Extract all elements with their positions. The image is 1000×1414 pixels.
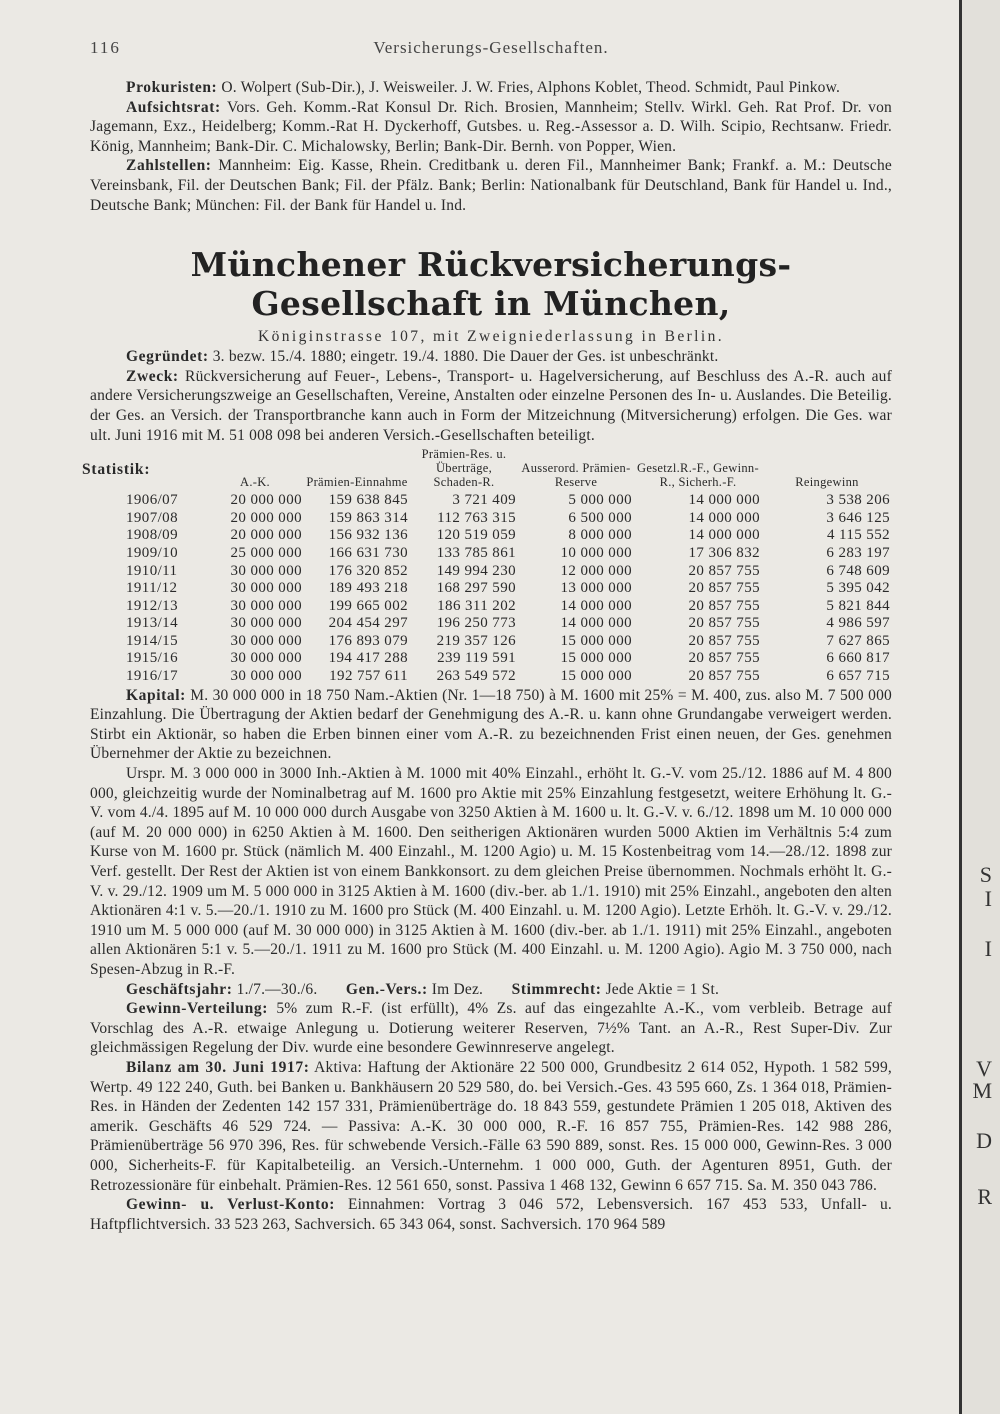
value-cell: 199 665 002 xyxy=(328,597,408,614)
col-header: A.-K. xyxy=(240,475,270,490)
value-cell: 25 000 000 xyxy=(230,544,302,561)
value-cell: 20 857 755 xyxy=(688,562,760,579)
value-cell: 6 283 197 xyxy=(826,544,890,561)
zweck-para xyxy=(90,367,892,445)
statistik-block xyxy=(82,447,892,686)
value-cell: 3 538 206 xyxy=(826,492,890,509)
col-header: Prämien-Res. u. Überträge, Schaden-R. xyxy=(421,447,507,490)
zweck-text: Rückversicherung auf Feuer-, Lebens-, Transport- u. Hagelversicherung, auf Beschluss des A.-R. auch auf andere Versicherungszweige an Gesellschaften, Vereine, Anstalten oder einzelne Personen des In- u. Auslandes. Die Beteilig. der Ges. an Versich. der Transportbranche kann auch in Form der Mitzeichnung (Mitversicherung) erfolgen. Die Ges. war ult. Juni 1916 mit M. 51 008 098 bei anderen Versich.-Gesellschaften beteiligt. xyxy=(90,367,892,444)
value-cell: 194 417 288 xyxy=(328,650,408,667)
stimmrecht-value: Jede Aktie = 1 St. xyxy=(605,980,720,998)
value-cell: 6 748 609 xyxy=(826,562,890,579)
year-cell: 1906/07 xyxy=(126,492,178,509)
table-row xyxy=(90,492,892,510)
year-cell: 1908/09 xyxy=(126,527,178,544)
value-cell: 20 857 755 xyxy=(688,668,760,685)
value-cell: 15 000 000 xyxy=(560,668,632,685)
zahlstellen-para xyxy=(90,156,892,215)
company-address: Königinstrasse 107, mit Zweigniederlassung in Berlin. xyxy=(258,328,724,346)
value-cell: 166 631 730 xyxy=(328,544,408,561)
running-title: Versicherungs-Gesellschaften. xyxy=(373,38,609,57)
gewinn-verteilung-label: Gewinn-Verteilung: xyxy=(126,1000,268,1018)
geschaeftsjahr-value: 1./7.—30./6. xyxy=(236,980,318,998)
value-cell: 13 000 000 xyxy=(560,580,632,597)
prokuristen-label: Prokuristen: xyxy=(126,79,218,96)
value-cell: 20 857 755 xyxy=(688,632,760,649)
value-cell: 176 893 079 xyxy=(328,632,408,649)
prokuristen-para xyxy=(90,78,892,98)
value-cell: 6 657 715 xyxy=(826,668,890,685)
table-row xyxy=(90,527,892,545)
value-cell: 176 320 852 xyxy=(328,562,408,579)
value-cell: 8 000 000 xyxy=(568,527,632,544)
value-cell: 168 297 590 xyxy=(436,580,516,597)
value-cell: 14 000 000 xyxy=(688,527,760,544)
value-cell: 14 000 000 xyxy=(560,597,632,614)
value-cell: 20 000 000 xyxy=(230,492,302,509)
value-cell: 14 000 000 xyxy=(688,509,760,526)
table-row xyxy=(90,598,892,616)
year-cell: 1913/14 xyxy=(126,615,178,632)
kapital-para xyxy=(90,686,892,764)
kapital-text: M. 30 000 000 in 18 750 Nam.-Aktien (Nr. 1—18 750) à M. 1600 mit 25% = M. 400, zus. also M. 7 500 000 Einzahlung. Die Übertragung der Aktien bedarf der Genehmigung des A.-R. u. kann ohne Grundangabe verweigert werden. Stirbt ein Aktionär, so haben die Erben binnen einer vom A.-R. zu bezeichnenden Frist einen neuen, der Ges. genehmen Übernehmer der Aktie zu bezeichnen. xyxy=(90,686,892,763)
text-column xyxy=(82,30,893,1234)
value-cell: 159 638 845 xyxy=(328,492,408,509)
table-row xyxy=(90,510,892,528)
value-cell: 263 549 572 xyxy=(436,668,516,685)
table-row xyxy=(90,668,892,686)
col-header: Ausserord. Prämien-Reserve xyxy=(521,461,631,490)
year-cell: 1907/08 xyxy=(126,509,178,526)
page-number: 116 xyxy=(90,38,121,57)
geschaeftsjahr-label: Geschäftsjahr: xyxy=(126,980,233,998)
table-row xyxy=(90,650,892,668)
genvers-label: Gen.-Vers.: xyxy=(345,980,428,998)
value-cell: 133 785 861 xyxy=(436,544,516,561)
value-cell: 30 000 000 xyxy=(230,650,302,667)
value-cell: 5 000 000 xyxy=(568,492,632,509)
value-cell: 3 646 125 xyxy=(826,509,890,526)
value-cell: 30 000 000 xyxy=(230,580,302,597)
year-cell: 1916/17 xyxy=(126,668,178,685)
value-cell: 30 000 000 xyxy=(230,668,302,685)
value-cell: 159 863 314 xyxy=(328,509,408,526)
value-cell: 196 250 773 xyxy=(436,615,516,632)
margin-letter: I xyxy=(984,886,992,911)
value-cell: 17 306 832 xyxy=(688,544,760,561)
margin-letter: M xyxy=(972,1078,992,1103)
statistik-table xyxy=(90,447,892,686)
table-row xyxy=(90,615,892,633)
gegruendet-text: 3. bezw. 15./4. 1880; eingetr. 19./4. 1880. Die Dauer der Ges. ist unbeschränkt. xyxy=(212,348,719,366)
value-cell: 10 000 000 xyxy=(560,544,632,561)
value-cell: 20 000 000 xyxy=(230,509,302,526)
genvers-value: Im Dez. xyxy=(431,980,484,998)
zahlstellen-label: Zahlstellen: xyxy=(126,157,212,175)
value-cell: 219 357 126 xyxy=(436,632,516,649)
value-cell: 4 986 597 xyxy=(826,615,890,632)
aufsichtsrat-para xyxy=(90,98,892,157)
kapital-history-para: Urspr. M. 3 000 000 in 3000 Inh.-Aktien à M. 1000 mit 40% Einzahl., erhöht lt. G.-V. vom 25./12. 1886 auf M. 4 800 000, gleichzeitig wurde der Nominalbetrag auf M. 1600 pro Aktie mit 25% Einzahlung festgesetzt, weitere Erhöhung lt. G.-V. vom 4./4. 1895 auf M. 10 000 000 durch Ausgabe von 3250 Aktien à M. 1600 u. lt. G.-V. v. 6./12. 1898 um M. 10 000 000 (auf M. 20 000 000) in 6250 Aktien à M. 1600. Den seitherigen Aktionären wurden 5000 Aktien im Verhältnis 5:4 zum Kurse von M. 1600 pr. Stück (nämlich M. 400 Einzahl., M. 1200 Agio) u. M. 15 Kostenbeitrag vom 14.—28./12. 1898 zur Verf. gestellt. Der Rest der Aktien ist von einem Bankkonsort. zu dem gleichen Preise übernommen. Nochmals erhöht lt. G.-V. v. 29./12. 1909 um M. 5 000 000 in 3125 Aktien à M. 1600 (div.-ber. ab 1./1. 1910) mit 25% Einzahl., angeboten den alten Aktionären 4:1 v. 5.—20./1. 1910 zu M. 1600 pro Stück (M. 400 Einzahl. u. M. 1200 Agio). Letzte Erhöh. lt. G.-V. v. 29./12. 1910 um M. 5 000 000 (auf M. 30 000 000) in 3125 Aktien à M. 1600 (div.-ber. ab 1./1. 1911) mit 25% Einzahl., angeboten allen Aktionären 5:1 v. 5.—20./1. 1911 zu M. 1600 pro Stück (M. 400 Einzahl. u. M. 1200 Agio). Agio M. 3 750 000, nach Spesen-Abzug in R.-F. xyxy=(90,765,892,978)
value-cell: 120 519 059 xyxy=(436,527,516,544)
table-row xyxy=(90,580,892,598)
prokuristen-text: O. Wolpert (Sub-Dir.), J. Weisweiler. J. W. Fries, Alphons Koblet, Theod. Schmidt, Paul Pinkow. xyxy=(221,79,841,96)
company-title: Münchener Rückversicherungs-Gesellschaft in München, xyxy=(190,245,792,324)
statistik-rows xyxy=(90,492,892,686)
value-cell: 156 932 136 xyxy=(328,527,408,544)
margin-letter: D xyxy=(976,1128,992,1153)
value-cell: 112 763 315 xyxy=(437,509,516,526)
value-cell: 186 311 202 xyxy=(437,597,516,614)
value-cell: 15 000 000 xyxy=(560,632,632,649)
margin-letter: V xyxy=(976,1056,992,1081)
zweck-label: Zweck: xyxy=(126,367,179,385)
gewinn-verlust-text: Einnahmen: Vortrag 3 046 572, Lebensversich. 167 453 533, Unfall- u. Haftpflichtversich. 33 523 263, Sachversich. 65 343 064, sonst. Sachversich. 170 964 589 xyxy=(90,1196,893,1233)
gewinn-verlust-para xyxy=(90,1195,892,1234)
value-cell: 20 857 755 xyxy=(688,597,760,614)
value-cell: 14 000 000 xyxy=(560,615,632,632)
bilanz-label: Bilanz am 30. Juni 1917: xyxy=(126,1058,310,1076)
value-cell: 20 000 000 xyxy=(230,527,302,544)
value-cell: 5 395 042 xyxy=(826,580,890,597)
value-cell: 20 857 755 xyxy=(688,615,760,632)
value-cell: 4 115 552 xyxy=(826,527,890,544)
year-cell: 1914/15 xyxy=(126,632,178,649)
value-cell: 30 000 000 xyxy=(230,562,302,579)
value-cell: 20 857 755 xyxy=(688,580,760,597)
value-cell: 6 660 817 xyxy=(826,650,890,667)
year-cell: 1915/16 xyxy=(126,650,178,667)
year-cell: 1910/11 xyxy=(126,562,178,579)
value-cell: 204 454 297 xyxy=(328,615,408,632)
value-cell: 5 821 844 xyxy=(826,597,890,614)
table-row xyxy=(90,563,892,581)
margin-letter: I xyxy=(984,936,992,961)
gewinn-verlust-label: Gewinn- u. Verlust-Konto: xyxy=(126,1196,335,1214)
gegruendet-para xyxy=(90,347,892,367)
value-cell: 6 500 000 xyxy=(568,509,632,526)
zahlstellen-text: Mannheim: Eig. Kasse, Rhein. Creditbank u. deren Fil., Mannheimer Bank; Frankf. a. M.: Deutsche Vereinsbank, Fil. der Deutschen Bank; Fil. der Pfälz. Bank; Berlin: Nationalbank für Deutschland, Bank für Handel u. Ind., Deutsche Bank; München: Fil. der Bank für Handel u. Ind. xyxy=(90,157,893,214)
adjacent-page-edge xyxy=(959,0,1000,1414)
running-head xyxy=(90,30,892,60)
value-cell: 7 627 865 xyxy=(826,632,890,649)
year-cell: 1911/12 xyxy=(126,580,178,597)
value-cell: 30 000 000 xyxy=(230,632,302,649)
margin-letter: R xyxy=(977,1184,992,1209)
value-cell: 15 000 000 xyxy=(560,650,632,667)
col-header: Prämien-Einnahme xyxy=(306,475,408,490)
table-header-row xyxy=(90,447,892,492)
bilanz-text: Aktiva: Haftung der Aktionäre 22 500 000, Grundbesitz 2 614 052, Hypoth. 1 582 599, Wertp. 49 122 240, Guth. bei Banken u. Bankhäusern 20 529 580, do. bei Versich.-Ges. 43 595 660, Zs. 1 364 018, Prämien-Res. in Händen der Zedenten 142 157 331, Prämienüberträge do. 18 843 559, gestundete Prämien 1 205 018, Aktiven des amerik. Geschäfts 46 529 724. — Passiva: A.-K. 30 000 000, R.-F. 16 857 755, Prämien-Res. 142 988 286, Prämienüberträge 56 970 396, Res. für schwebende Versich.-Fälle 63 590 889, sonst. Res. 15 000 000, Gewinn-Res. 3 000 000, Sicherheits-F. für Kapitalbeteilig. an Versich.-Unternehm. 1 000 000, Guth. der Agenturen 8951, Guth. der Retrozessionäre für einbehalt. Prämien-Res. 12 561 650, sonst. Passiva 1 468 132, Gewinn 6 657 715. Sa. M. 350 043 786. xyxy=(90,1058,892,1194)
value-cell: 30 000 000 xyxy=(230,615,302,632)
aufsichtsrat-label: Aufsichtsrat: xyxy=(126,98,221,116)
year-cell: 1912/13 xyxy=(126,597,178,614)
col-header: Gesetzl.R.-F., Gewinn-R., Sicherh.-F. xyxy=(637,461,759,490)
aufsichtsrat-text: Vors. Geh. Komm.-Rat Konsul Dr. Rich. Brosien, Mannheim; Stellv. Wirkl. Geh. Rat Prof. Dr. von Jagemann, Exz., Heidelberg; Komm.-Rat H. Dyckerhoff, Gutsbes. u. Reg.-Assessor a. D. Wilh. Scipio, Rechtsanw. Friedr. König, Mannheim; Bank-Dir. C. Michalowsky, Berlin; Bank-Dir. Bernh. von Popper, Wien. xyxy=(90,98,892,155)
table-row xyxy=(90,545,892,563)
table-row xyxy=(90,633,892,651)
col-header: Reingewinn xyxy=(795,475,859,490)
gewinn-verteilung-text: 5% zum R.-F. (ist erfüllt), 4% Zs. auf das eingezahlte A.-K., vom verbleib. Betrage auf Vorschlag des A.-R. etwaige Anlegung u. Dotierung weiterer Reserven, 7½% Tant. an A.-R., Rest Super-Div. Zur gleichmässigen Regelung der Div. wurde eine besondere Gewinnreserve angelegt. xyxy=(90,1000,892,1057)
value-cell: 192 757 611 xyxy=(329,668,408,685)
value-cell: 30 000 000 xyxy=(230,597,302,614)
value-cell: 12 000 000 xyxy=(560,562,632,579)
value-cell: 14 000 000 xyxy=(688,492,760,509)
value-cell: 239 119 591 xyxy=(437,650,516,667)
year-cell: 1909/10 xyxy=(126,544,178,561)
kapital-label: Kapital: xyxy=(126,686,186,704)
value-cell: 189 493 218 xyxy=(328,580,408,597)
margin-letter: S xyxy=(979,862,992,887)
value-cell: 149 994 230 xyxy=(436,562,516,579)
gegruendet-label: Gegründet: xyxy=(126,348,209,366)
value-cell: 20 857 755 xyxy=(688,650,760,667)
stimmrecht-label: Stimmrecht: xyxy=(511,980,602,998)
gewinn-verteilung-para xyxy=(90,999,892,1058)
bilanz-para xyxy=(90,1058,892,1195)
geschaeftsjahr-para xyxy=(90,980,892,1000)
statistik-label: Statistik: xyxy=(82,461,151,479)
value-cell: 3 721 409 xyxy=(452,492,516,509)
